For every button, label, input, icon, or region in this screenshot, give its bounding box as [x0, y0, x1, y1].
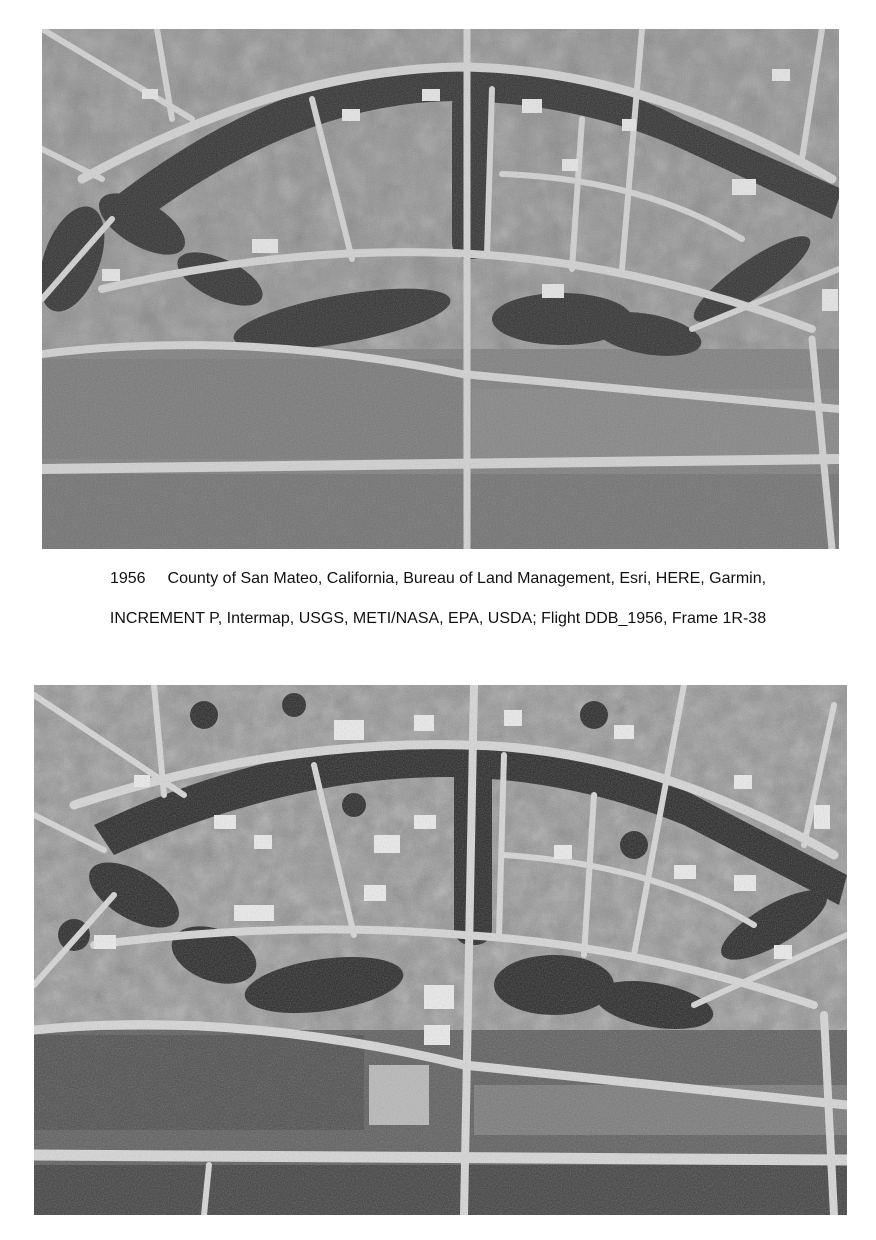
- caption-line-2: INCREMENT P, Intermap, USGS, METI/NASA, EPA, USDA; Flight DDB_1956, Frame 1R-38: [109, 610, 767, 627]
- caption-line-1: [0, 569, 876, 589]
- aerial-photo-later-image: [34, 685, 847, 1215]
- aerial-photo-1956: [42, 29, 839, 549]
- caption-year: 1956: [109, 570, 146, 587]
- aerial-photo-1956-image: [42, 29, 839, 549]
- aerial-photo-later: [34, 685, 847, 1215]
- caption-source-line-1: County of San Mateo, California, Bureau of Land Management, Esri, HERE, Garmin,: [167, 570, 767, 587]
